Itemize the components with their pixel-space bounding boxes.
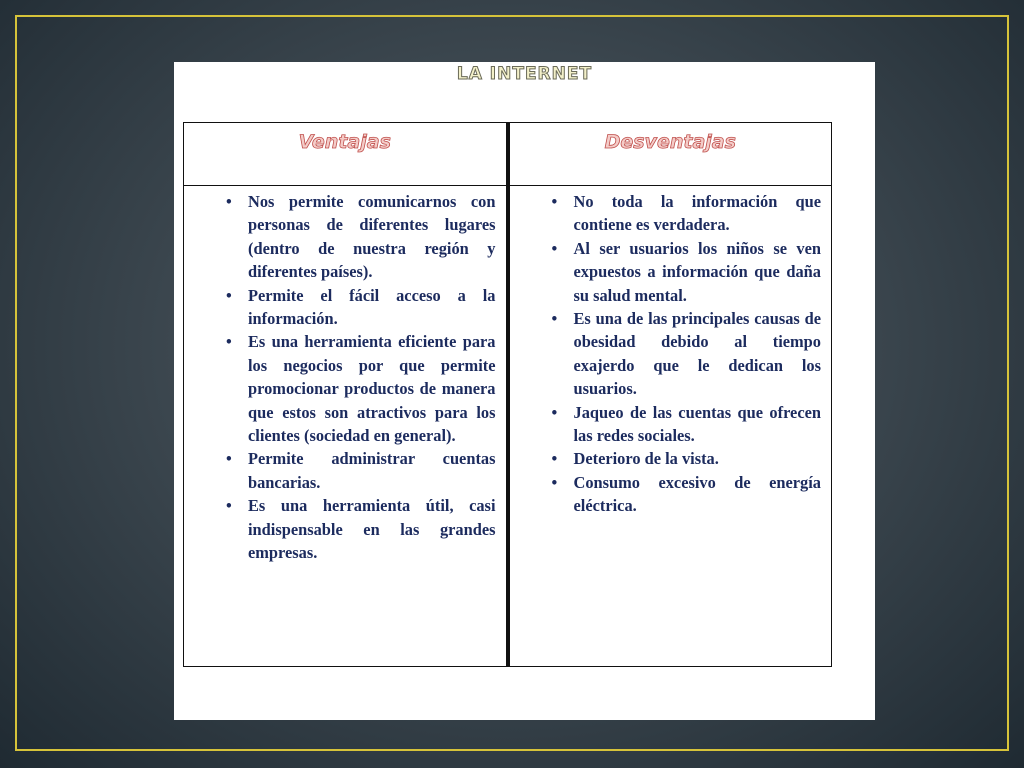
- advantages-list: [188, 190, 500, 565]
- document-page: [174, 62, 875, 720]
- list-item: • Permite administrar cuentas bancarias.: [248, 447, 496, 494]
- list-item: • Jaqueo de las cuentas que ofrecen las redes sociales.: [574, 401, 822, 448]
- list-item: • Es una de las principales causas de obesidad debido al tiempo exajerdo que le dedican los usuarios.: [574, 307, 822, 401]
- list-item: • Al ser usuarios los niños se ven expuestos a información que daña su salud mental.: [574, 237, 822, 307]
- list-item: • Consumo excesivo de energía eléctrica.: [574, 471, 822, 518]
- list-item: • Deterioro de la vista.: [574, 447, 822, 470]
- advantages-header: [184, 123, 508, 186]
- comparison-table: [183, 122, 832, 667]
- document-title: LA INTERNET: [456, 64, 593, 84]
- advantages-header-label: Ventajas: [298, 131, 391, 153]
- disadvantages-header-label: Desventajas: [604, 131, 736, 153]
- list-item: • Es una herramienta eficiente para los negocios por que permite promocionar productos de manera que estos son atractivos para los clientes (sociedad en general).: [248, 330, 496, 447]
- list-item: • Es una herramienta útil, casi indispensable en las grandes empresas.: [248, 494, 496, 564]
- disadvantages-header: [508, 123, 832, 186]
- disadvantages-cell: [508, 186, 832, 667]
- table-body-row: [184, 186, 832, 667]
- list-item: • Nos permite comunicarnos con personas de diferentes lugares (dentro de nuestra región y diferentes países).: [248, 190, 496, 284]
- disadvantages-list: [514, 190, 826, 518]
- list-item: • No toda la información que contiene es verdadera.: [574, 190, 822, 237]
- advantages-cell: [184, 186, 508, 667]
- list-item: • Permite el fácil acceso a la información.: [248, 284, 496, 331]
- table-header-row: [184, 123, 832, 186]
